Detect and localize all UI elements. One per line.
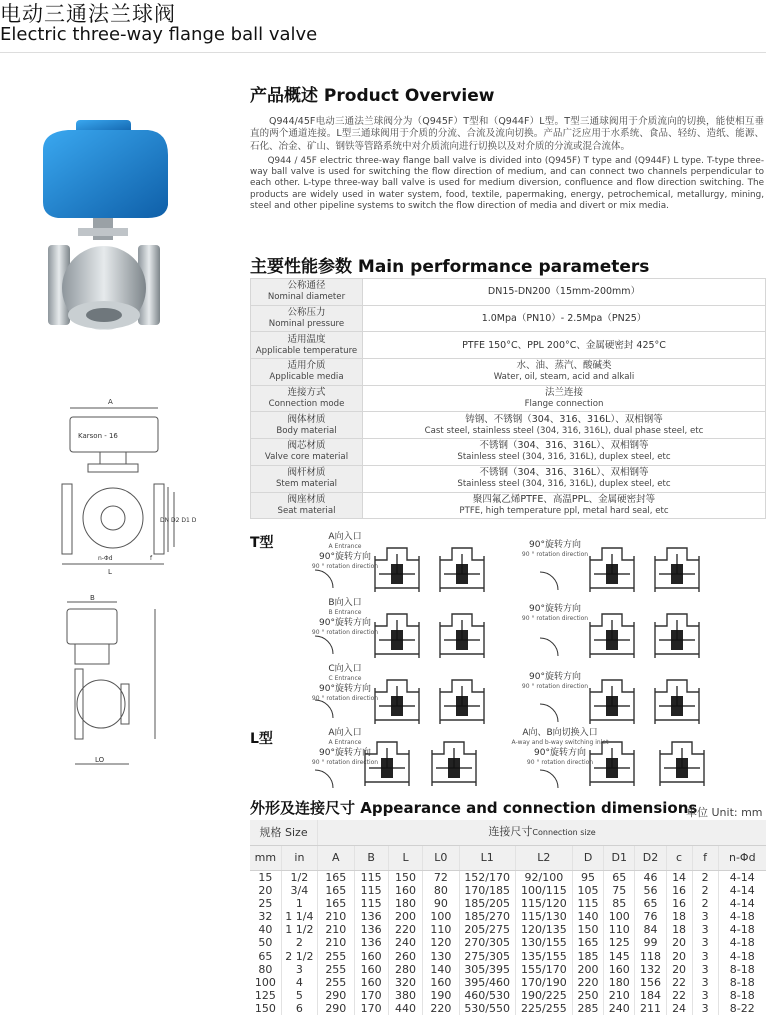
param-value: 不锈钢（304、316、316L）、双相钢等 Stainless steel (304, 316, 316L), duplex steel, etc (363, 465, 766, 492)
table-cell: 170 (354, 989, 388, 1002)
table-cell: 170/185 (459, 884, 515, 897)
valve-flow-diagram (590, 548, 634, 592)
table-cell: 4-18 (729, 949, 755, 963)
rotation-arrow (315, 700, 333, 718)
table-cell: 120 (423, 936, 459, 949)
valve-flow-diagram (655, 548, 699, 592)
param-name: 阀体材质 Body material (251, 412, 363, 439)
table-cell: 25 (250, 897, 281, 910)
table-cell: 22 (666, 989, 692, 1002)
table-cell: 4-14 (729, 896, 755, 910)
rotation-arrow (315, 570, 333, 588)
table-row (250, 910, 766, 923)
param-name: 阀芯材质 Valve core material (251, 439, 363, 466)
table-cell: 140 (572, 910, 603, 923)
table-cell: 65 (250, 949, 281, 962)
table-cell: 136 (354, 936, 388, 949)
table-cell: 170 (354, 1002, 388, 1015)
table-cell: 100 (604, 910, 635, 923)
param-name: 适用介质 Applicable media (251, 359, 363, 386)
table-cell: 160 (604, 963, 635, 976)
table-cell: 125 (250, 989, 281, 1002)
table-cell: 16 (666, 884, 692, 897)
col-header: L0 (423, 845, 459, 870)
table-cell: 260 (388, 949, 422, 962)
svg-text:f: f (150, 555, 153, 562)
table-cell: 3/4 (281, 884, 317, 897)
table-row (250, 949, 766, 962)
t-rot-1: 90°旋转方向 90 ° rotation direction (521, 540, 589, 558)
table-cell: 220 (423, 1002, 459, 1015)
table-cell: 2 (692, 870, 718, 884)
rotation-arrow (540, 770, 558, 788)
table-cell: 2 1/2 (281, 949, 317, 962)
table-cell: 125 (604, 936, 635, 949)
col-header: B (354, 845, 388, 870)
param-value: 聚四氟乙烯PTFE、高温PPL、金属硬密封等 PTFE, high temperature ppl, metal hard seal, etc (363, 492, 766, 519)
table-cell: 84 (635, 923, 666, 936)
table-cell: 210 (318, 936, 354, 949)
table-cell: 115/120 (515, 897, 572, 910)
table-row (250, 1002, 766, 1015)
valve-flow-diagram (590, 742, 634, 786)
actuator-brand-label: Karson - 16 (78, 432, 118, 440)
col-header: L1 (459, 845, 515, 870)
t-rot-2: 90°旋转方向 90 ° rotation direction (521, 604, 589, 622)
table-cell: 155/170 (515, 963, 572, 976)
valve-flow-diagram (440, 680, 484, 724)
l-ab-entrance: A向、B向切换入口 A-way and b-way switching inlet 90°旋转方向 90 ° rotation direction (511, 728, 609, 766)
table-cell: 395/460 (459, 976, 515, 989)
rotation-arrow (540, 638, 558, 656)
table-cell: 3 (692, 976, 718, 989)
svg-text:A: A (108, 398, 113, 406)
table-cell: 190/225 (515, 989, 572, 1002)
table-cell: 65 (635, 897, 666, 910)
table-cell: 3 (692, 949, 718, 962)
table-cell: 4-18 (729, 909, 755, 923)
table-cell: 3 (692, 1002, 718, 1015)
table-cell: 290 (318, 989, 354, 1002)
col-header: D1 (604, 845, 635, 870)
table-cell: 22 (666, 976, 692, 989)
table-cell: 190 (423, 989, 459, 1002)
table-cell: 210 (318, 923, 354, 936)
table-cell: 90 (423, 897, 459, 910)
l-a-entrance: A向入口 A Entrance 90°旋转方向 90 ° rotation direction (311, 728, 379, 766)
table-cell: 3 (692, 989, 718, 1002)
param-name: 公称通径 Nominal diameter (251, 279, 363, 306)
overview-cn: Q944/45F电动三通法兰球阀分为（Q945F）T型和（Q944F）L型。T型三通球阀用于介质流向的切换，能使相互垂直的两个通道连接。L型三通球阀用于介质的分流、合流及流向切换。产品广泛应用于水系统、食品、轻纺、造纸、能源、石化、冶金、矿山、钢铁等管路系统中对介质流向进行切换以及对介质的分流或混合流体。 (250, 116, 764, 152)
table-cell: 285 (572, 1002, 603, 1015)
table-cell: 8-18 (729, 975, 755, 989)
table-cell: 205/275 (459, 923, 515, 936)
table-cell: 140 (423, 963, 459, 976)
table-cell: 14 (666, 870, 692, 884)
table-cell: 118 (635, 949, 666, 962)
table-cell: 305/395 (459, 963, 515, 976)
table-cell: 255 (318, 963, 354, 976)
table-cell: 165 (318, 870, 354, 884)
t-type-label: T型 (250, 535, 274, 551)
table-cell: 6 (281, 1002, 317, 1015)
table-cell: 24 (666, 1002, 692, 1015)
table-cell: 80 (250, 963, 281, 976)
page-title-cn: 电动三通法兰球阀 (0, 2, 176, 26)
col-header: L2 (515, 845, 572, 870)
table-cell: 75 (604, 884, 635, 897)
table-cell: 65 (604, 870, 635, 884)
dim-header-row-2 (250, 845, 766, 870)
svg-text:LO: LO (95, 756, 105, 764)
table-cell: 85 (604, 897, 635, 910)
table-cell: 380 (388, 989, 422, 1002)
svg-text:DN D2 D1 D: DN D2 D1 D (160, 517, 197, 524)
table-cell: 220 (388, 923, 422, 936)
table-cell: 3 (692, 963, 718, 976)
table-cell: 440 (388, 1002, 422, 1015)
table-cell: 211 (635, 1002, 666, 1015)
table-cell: 72 (423, 870, 459, 884)
valve-flow-diagram (440, 548, 484, 592)
table-row (250, 870, 766, 884)
valve-flow-diagram (590, 680, 634, 724)
table-cell: 115 (572, 897, 603, 910)
rotation-arrow (315, 770, 333, 788)
table-cell: 2 (692, 884, 718, 897)
svg-text:n-Φd: n-Φd (98, 555, 113, 562)
table-cell: 185/270 (459, 910, 515, 923)
table-cell: 210 (604, 989, 635, 1002)
table-cell: 95 (572, 870, 603, 884)
table-cell: 3 (692, 923, 718, 936)
table-row (250, 989, 766, 1002)
table-cell: 56 (635, 884, 666, 897)
param-value: 水、油、蒸汽、酸碱类 Water, oil, steam, acid and alkali (363, 359, 766, 386)
table-cell: 80 (423, 884, 459, 897)
table-cell: 1/2 (281, 870, 317, 884)
table-cell: 130 (423, 949, 459, 962)
table-cell: 20 (666, 949, 692, 962)
table-cell: 240 (604, 1002, 635, 1015)
table-cell: 110 (423, 923, 459, 936)
table-cell: 46 (635, 870, 666, 884)
table-cell: 20 (250, 884, 281, 897)
table-cell: 152/170 (459, 870, 515, 884)
param-value: 1.0Mpa（PN10）- 2.5Mpa（PN25） (363, 305, 766, 332)
table-cell: 165 (318, 884, 354, 897)
t-c-entrance: C向入口 C Entrance 90°旋转方向 90 ° rotation direction (311, 664, 379, 702)
param-name: 公称压力 Nominal pressure (251, 305, 363, 332)
col-header: in (281, 845, 317, 870)
table-cell: 100/115 (515, 884, 572, 897)
table-cell: 160 (354, 976, 388, 989)
table-cell: 160 (388, 884, 422, 897)
valve-flow-diagram (655, 680, 699, 724)
table-cell: 460/530 (459, 989, 515, 1002)
rotation-arrow (540, 704, 558, 722)
table-cell: 255 (318, 949, 354, 962)
table-cell: 115 (354, 897, 388, 910)
table-cell: 15 (250, 870, 281, 884)
valve-flow-diagram (590, 614, 634, 658)
table-cell: 1 1/4 (281, 910, 317, 923)
performance-heading: 主要性能参数 Main performance parameters (250, 257, 650, 277)
table-cell: 225/255 (515, 1002, 572, 1015)
table-row (250, 976, 766, 989)
size-header: 规格 Size (250, 820, 318, 845)
table-cell: 160 (354, 949, 388, 962)
table-cell: 110 (604, 923, 635, 936)
table-cell: 180 (388, 897, 422, 910)
table-cell: 32 (250, 910, 281, 923)
table-cell: 150 (250, 1002, 281, 1015)
overview-heading: 产品概述 Product Overview (250, 86, 495, 106)
rotation-arrow (315, 636, 333, 654)
table-cell: 105 (572, 884, 603, 897)
t-a-entrance: A向入口 A Entrance 90°旋转方向 90 ° rotation direction (311, 532, 379, 570)
table-cell: 185/205 (459, 897, 515, 910)
table-cell: 184 (635, 989, 666, 1002)
table-row (250, 963, 766, 976)
table-cell: 275/305 (459, 949, 515, 962)
overview-en: Q944 / 45F electric three-way flange ball valve is divided into (Q945F) T type and (Q944F) L type. T-type three-way ball valve is used for switching the flow direction of medium, and can connect two channels perpendicular to each other. L-type three-way ball valve is used for medium diversion, confluence and flow direction switching. The products are widely used in water system, food, textile, papermaking, energy, petrochemical, metallurgy, mining, steel and other pipeline systems to switch the flow direction of media and divert or mix media. (250, 155, 764, 211)
table-cell: 20 (666, 963, 692, 976)
col-header: D2 (635, 845, 666, 870)
valve-flow-diagram (432, 742, 476, 786)
param-value: PTFE 150°C、PPL 200°C、金属硬密封 425°C (363, 332, 766, 359)
table-cell: 115 (354, 870, 388, 884)
valve-flow-diagram (660, 742, 704, 786)
rotation-arrow (540, 572, 558, 590)
table-cell: 1 (281, 897, 317, 910)
t-rot-3: 90°旋转方向 90 ° rotation direction (521, 672, 589, 690)
table-cell: 3 (692, 936, 718, 949)
col-header: L (388, 845, 422, 870)
table-cell: 530/550 (459, 1002, 515, 1015)
param-name: 阀杆材质 Stem material (251, 465, 363, 492)
table-cell: 290 (318, 1002, 354, 1015)
table-cell: 115 (354, 884, 388, 897)
dim-header-row-1 (250, 820, 766, 845)
valve-flow-diagram (440, 614, 484, 658)
table-cell: 76 (635, 910, 666, 923)
param-name: 阀座材质 Seat material (251, 492, 363, 519)
param-value: 铸钢、不锈钢（304、316、316L）、双相钢等 Cast steel, stainless steel (304, 316, 316L), dual phase steel, etc (363, 412, 766, 439)
table-cell: 16 (666, 897, 692, 910)
table-cell: 135/155 (515, 949, 572, 962)
table-cell: 210 (318, 910, 354, 923)
table-cell: 200 (388, 910, 422, 923)
param-value: DN15-DN200（15mm-200mm） (363, 279, 766, 306)
table-cell: 4-18 (729, 923, 755, 937)
table-row (250, 936, 766, 949)
table-row (250, 923, 766, 936)
table-cell: 280 (388, 963, 422, 976)
table-cell: 136 (354, 910, 388, 923)
page-title-en: Electric three-way flange ball valve (0, 24, 318, 45)
table-cell: 18 (666, 910, 692, 923)
table-cell: 115/130 (515, 910, 572, 923)
table-cell: 120/135 (515, 923, 572, 936)
table-cell: 1 1/2 (281, 923, 317, 936)
table-cell: 2 (281, 936, 317, 949)
table-cell: 2 (692, 897, 718, 910)
table-cell: 4 (281, 976, 317, 989)
table-cell: 150 (572, 923, 603, 936)
table-cell: 20 (666, 936, 692, 949)
table-cell: 220 (572, 976, 603, 989)
table-cell: 160 (354, 963, 388, 976)
valve-flow-diagram (365, 742, 409, 786)
col-header: n-Φd (718, 845, 766, 870)
table-cell: 8-18 (729, 989, 755, 1003)
table-cell: 4-14 (729, 870, 755, 884)
table-cell: 5 (281, 989, 317, 1002)
valve-flow-diagram (375, 548, 419, 592)
table-cell: 170/190 (515, 976, 572, 989)
dimensions-heading: 外形及连接尺寸 Appearance and connection dimensions (250, 799, 698, 817)
table-row (250, 884, 766, 897)
table-cell: 240 (388, 936, 422, 949)
table-cell: 200 (572, 963, 603, 976)
table-cell: 185 (572, 949, 603, 962)
table-cell: 4-18 (729, 936, 755, 950)
table-cell: 100 (250, 976, 281, 989)
svg-text:B: B (90, 594, 95, 602)
table-cell: 99 (635, 936, 666, 949)
l-type-label: L型 (250, 731, 273, 747)
table-cell: 3 (692, 910, 718, 923)
table-cell: 40 (250, 923, 281, 936)
table-cell: 145 (604, 949, 635, 962)
table-cell: 165 (318, 897, 354, 910)
table-cell: 18 (666, 923, 692, 936)
table-cell: 132 (635, 963, 666, 976)
param-value: 不锈钢（304、316、316L）、双相钢等 Stainless steel (304, 316, 316L), duplex steel, etc (363, 439, 766, 466)
table-cell: 180 (604, 976, 635, 989)
table-cell: 160 (423, 976, 459, 989)
param-value: 法兰连接 Flange connection (363, 385, 766, 412)
table-cell: 156 (635, 976, 666, 989)
unit-label: 单位 Unit: mm (686, 806, 763, 819)
table-cell: 92/100 (515, 870, 572, 884)
table-cell: 3 (281, 963, 317, 976)
conn-header: 连接尺寸Connection size (318, 820, 766, 845)
table-cell: 320 (388, 976, 422, 989)
col-header: A (318, 845, 354, 870)
table-cell: 165 (572, 936, 603, 949)
param-name: 适用温度 Applicable temperature (251, 332, 363, 359)
table-cell: 130/155 (515, 936, 572, 949)
param-name: 连接方式 Connection mode (251, 385, 363, 412)
table-cell: 270/305 (459, 936, 515, 949)
dimensions-table (250, 820, 766, 1015)
table-cell: 50 (250, 936, 281, 949)
svg-text:L: L (108, 568, 112, 576)
valve-flow-diagram (655, 614, 699, 658)
valve-flow-diagram (375, 614, 419, 658)
table-cell: 4-14 (729, 883, 755, 897)
table-cell: 136 (354, 923, 388, 936)
table-cell: 8-22 (729, 1002, 755, 1016)
col-header: mm (250, 845, 281, 870)
table-cell: 250 (572, 989, 603, 1002)
valve-flow-diagram (375, 680, 419, 724)
t-b-entrance: B向入口 B Entrance 90°旋转方向 90 ° rotation direction (311, 598, 379, 636)
table-cell: 255 (318, 976, 354, 989)
table-cell: 100 (423, 910, 459, 923)
table-row (250, 897, 766, 910)
col-header: D (572, 845, 603, 870)
table-cell: 8-18 (729, 962, 755, 976)
table-cell: 150 (388, 870, 422, 884)
col-header: c (666, 845, 692, 870)
col-header: f (692, 845, 718, 870)
